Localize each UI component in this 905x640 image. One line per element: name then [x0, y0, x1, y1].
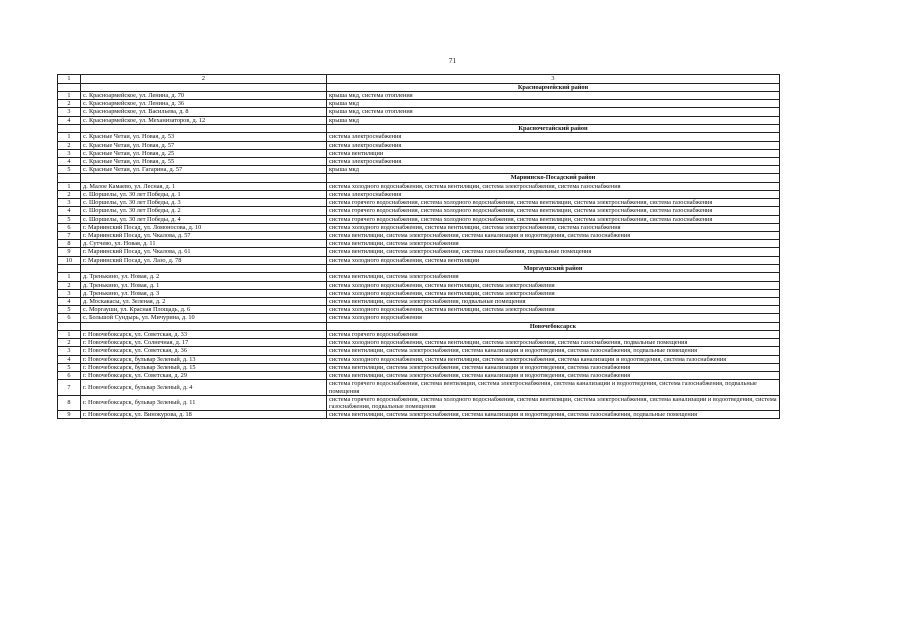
table-row — [58, 411, 780, 419]
district-empty-cell — [58, 322, 81, 331]
table-row — [58, 380, 780, 395]
address-cell: с. Большой Сундырь, ул. Мичурина, д. 10 — [81, 314, 327, 322]
row-number: 1 — [58, 133, 81, 141]
district-name: Красночетайский район — [327, 124, 780, 133]
systems-cell: система горячего водоснабжения, система холодного водоснабжения, система вентиляции, система электроснабжения, система канализации и водоотведения, система газоснабжения, подвальные помещения — [327, 395, 780, 410]
table-row — [58, 363, 780, 371]
systems-cell: система вентиляции, система электроснабжения, система канализации и водоотведения, система газоснабжения, подвальные помещения — [327, 347, 780, 355]
address-cell: с. Шоршелы, ул. 30 лет Победы, д. 4 — [81, 215, 327, 223]
table-row — [58, 191, 780, 199]
address-cell: г. Мариинский Посад, ул. Чкалова, д. 57 — [81, 232, 327, 240]
systems-cell: система холодного водоснабжения, система вентиляции, система электроснабжения — [327, 306, 780, 314]
systems-cell: система холодного водоснабжения, система вентиляции, система электроснабжения, система канализации и водоотведения, система газоснабжения — [327, 355, 780, 363]
systems-cell: система холодного водоснабжения, система вентиляции, система электроснабжения, система газоснабжения — [327, 223, 780, 231]
row-number: 9 — [58, 411, 81, 419]
systems-cell: система электроснабжения — [327, 133, 780, 141]
column-3-header: 3 — [327, 75, 780, 84]
row-number: 1 — [58, 273, 81, 281]
table-row — [58, 223, 780, 231]
row-number: 4 — [58, 355, 81, 363]
district-name: Моргаушский район — [327, 264, 780, 273]
district-header-row — [58, 264, 780, 273]
address-cell: с. Красные Четаи, ул. Новая, д. 55 — [81, 157, 327, 165]
district-header-row — [58, 322, 780, 331]
systems-cell: крыша мкд, система отопления — [327, 108, 780, 116]
systems-cell: система холодного водоснабжения, система вентиляции, система электроснабжения — [327, 289, 780, 297]
row-number: 1 — [58, 92, 81, 100]
table-row — [58, 100, 780, 108]
district-empty-cell — [58, 174, 81, 183]
row-number: 5 — [58, 166, 81, 174]
systems-cell: система холодного водоснабжения, система вентиляции, система электроснабжения, система газоснабжения, подвальные помещения — [327, 339, 780, 347]
address-cell: д. Москакасы, ул. Зеленая, д. 2 — [81, 297, 327, 305]
address-cell: с. Красноармейское, ул. Васильева, д. 8 — [81, 108, 327, 116]
table-row — [58, 108, 780, 116]
address-cell: д. Тренькино, ул. Новая, д. 1 — [81, 281, 327, 289]
address-cell: г. Новочебоксарск, ул. Солнечная, д. 17 — [81, 339, 327, 347]
row-number: 5 — [58, 363, 81, 371]
address-cell: с. Красные Четаи, ул. Гагарина, д. 57 — [81, 166, 327, 174]
row-number: 3 — [58, 199, 81, 207]
row-number: 1 — [58, 182, 81, 190]
systems-cell: система вентиляции, система электроснабжения, система газоснабжения, подвальные помещения — [327, 248, 780, 256]
address-cell: г. Новочебоксарск, бульвар Зеленый, д. 4 — [81, 380, 327, 395]
row-number: 8 — [58, 395, 81, 410]
systems-cell: крыша мкд — [327, 116, 780, 124]
address-cell: с. Красные Четаи, ул. Новая, д. 57 — [81, 141, 327, 149]
table-row — [58, 166, 780, 174]
address-cell: д. Тренькино, ул. Новая, д. 2 — [81, 273, 327, 281]
table-row — [58, 306, 780, 314]
systems-cell: система электроснабжения — [327, 141, 780, 149]
district-empty-cell — [81, 124, 327, 133]
row-number: 9 — [58, 248, 81, 256]
district-empty-cell — [81, 174, 327, 183]
table-row — [58, 232, 780, 240]
address-cell: с. Красноармейское, ул. Ленина, д. 36 — [81, 100, 327, 108]
systems-cell: крыша мкд — [327, 100, 780, 108]
district-name: Красноармейский район — [327, 83, 780, 92]
district-empty-cell — [58, 83, 81, 92]
systems-cell: крыша мкд, система отопления — [327, 92, 780, 100]
row-number: 6 — [58, 223, 81, 231]
row-number: 4 — [58, 116, 81, 124]
systems-cell: система электроснабжения — [327, 157, 780, 165]
row-number: 5 — [58, 215, 81, 223]
address-cell: с. Красноармейское, ул. Механизаторов, д. 12 — [81, 116, 327, 124]
table-row — [58, 289, 780, 297]
table-row — [58, 248, 780, 256]
address-cell: г. Новочебоксарск, бульвар Зеленый, д. 11 — [81, 395, 327, 410]
address-cell: с. Шоршелы, ул. 30 лет Победы, д. 3 — [81, 199, 327, 207]
systems-cell: система горячего водоснабжения, система вентиляции, система электроснабжения, система канализации и водоотведения, система газоснабжения, подвальные помещения — [327, 380, 780, 395]
table-row — [58, 149, 780, 157]
row-number: 2 — [58, 100, 81, 108]
table-row — [58, 199, 780, 207]
table-row — [58, 215, 780, 223]
address-cell: г. Мариинский Посад, ул. Ломоносова, д. 10 — [81, 223, 327, 231]
column-number-header-row — [58, 75, 780, 84]
address-cell: д. Сутчево, ул. Новая, д. 11 — [81, 240, 327, 248]
row-number: 3 — [58, 149, 81, 157]
row-number: 10 — [58, 256, 81, 264]
address-cell: г. Мариинский Посад, ул. Чкалова, д. 61 — [81, 248, 327, 256]
table-row — [58, 372, 780, 380]
systems-cell: система вентиляции, система электроснабжения, система канализации и водоотведения, система газоснабжения, подвальные помещения — [327, 411, 780, 419]
address-cell: г. Новочебоксарск, ул. Советская, д. 36 — [81, 347, 327, 355]
table-row — [58, 331, 780, 339]
systems-cell: система холодного водоснабжения, система вентиляции — [327, 256, 780, 264]
table-row — [58, 141, 780, 149]
address-cell: г. Новочебоксарск, ул. Винокурова, д. 18 — [81, 411, 327, 419]
row-number: 4 — [58, 207, 81, 215]
repair-registry-table — [57, 74, 780, 419]
table-row — [58, 314, 780, 322]
address-cell: г. Новочебоксарск, бульвар Зеленый, д. 13 — [81, 355, 327, 363]
systems-cell: система холодного водоснабжения — [327, 314, 780, 322]
table-row — [58, 395, 780, 410]
systems-cell: система вентиляции, система электроснабжения, система канализации и водоотведения, система газоснабжения — [327, 232, 780, 240]
address-cell: с. Красные Четаи, ул. Новая, д. 25 — [81, 149, 327, 157]
row-number: 4 — [58, 157, 81, 165]
address-cell: с. Шоршелы, ул. 30 лет Победы, д. 2 — [81, 207, 327, 215]
systems-cell: система горячего водоснабжения, система холодного водоснабжения, система вентиляции, система электроснабжения, система газоснабжения — [327, 207, 780, 215]
registry-table-body — [58, 75, 780, 419]
row-number: 3 — [58, 347, 81, 355]
row-number: 2 — [58, 191, 81, 199]
address-cell: г. Мариинский Посад, ул. Лазо, д. 78 — [81, 256, 327, 264]
systems-cell: система вентиляции, система электроснабжения, система канализации и водоотведения, система газоснабжения — [327, 363, 780, 371]
row-number: 6 — [58, 314, 81, 322]
address-cell: г. Новочебоксарск, ул. Советская, д. 29 — [81, 372, 327, 380]
table-row — [58, 240, 780, 248]
table-row — [58, 355, 780, 363]
row-number: 4 — [58, 297, 81, 305]
row-number: 5 — [58, 306, 81, 314]
table-row — [58, 347, 780, 355]
district-name: Новочебоксарск — [327, 322, 780, 331]
table-row — [58, 339, 780, 347]
systems-cell: система электроснабжения — [327, 191, 780, 199]
address-cell: с. Моргауши, ул. Красная Площадь, д. 6 — [81, 306, 327, 314]
systems-cell: система вентиляции — [327, 149, 780, 157]
district-header-row — [58, 174, 780, 183]
column-2-header: 2 — [81, 75, 327, 84]
table-row — [58, 256, 780, 264]
systems-cell: система холодного водоснабжения, система вентиляции, система электроснабжения, система газоснабжения — [327, 182, 780, 190]
table-row — [58, 207, 780, 215]
row-number: 3 — [58, 289, 81, 297]
row-number: 6 — [58, 372, 81, 380]
systems-cell: система вентиляции, система электроснабжения, подвальные помещения — [327, 297, 780, 305]
table-row — [58, 297, 780, 305]
district-empty-cell — [58, 124, 81, 133]
address-cell: с. Шоршелы, ул. 30 лет Победы, д. 1 — [81, 191, 327, 199]
district-header-row — [58, 124, 780, 133]
row-number: 3 — [58, 108, 81, 116]
district-empty-cell — [81, 83, 327, 92]
systems-cell: система горячего водоснабжения, система холодного водоснабжения, система вентиляции, система электроснабжения, система газоснабжения — [327, 199, 780, 207]
row-number: 2 — [58, 339, 81, 347]
address-cell: с. Красные Четаи, ул. Новая, д. 53 — [81, 133, 327, 141]
table-row — [58, 281, 780, 289]
column-1-header: 1 — [58, 75, 81, 84]
table-row — [58, 182, 780, 190]
address-cell: с. Красноармейское, ул. Ленина, д. 70 — [81, 92, 327, 100]
district-name: Мариинско-Посадский район — [327, 174, 780, 183]
row-number: 2 — [58, 281, 81, 289]
table-row — [58, 92, 780, 100]
table-row — [58, 133, 780, 141]
systems-cell: система холодного водоснабжения, система вентиляции, система электроснабжения — [327, 281, 780, 289]
page-number: 71 — [448, 56, 457, 65]
row-number: 1 — [58, 331, 81, 339]
systems-cell: система вентиляции, система электроснабжения — [327, 273, 780, 281]
district-empty-cell — [81, 322, 327, 331]
table-row — [58, 157, 780, 165]
row-number: 2 — [58, 141, 81, 149]
systems-cell: крыша мкд — [327, 166, 780, 174]
address-cell: д. Малое Камаево, ул. Лесная, д. 1 — [81, 182, 327, 190]
address-cell: г. Новочебоксарск, бульвар Зеленый, д. 15 — [81, 363, 327, 371]
systems-cell: система вентиляции, система электроснабжения — [327, 240, 780, 248]
district-empty-cell — [81, 264, 327, 273]
district-empty-cell — [58, 264, 81, 273]
district-header-row — [58, 83, 780, 92]
systems-cell: система вентиляции, система электроснабжения, система канализации и водоотведения, система газоснабжения — [327, 372, 780, 380]
table-row — [58, 273, 780, 281]
table-row — [58, 116, 780, 124]
row-number: 8 — [58, 240, 81, 248]
address-cell: д. Тренькино, ул. Новая, д. 3 — [81, 289, 327, 297]
row-number: 7 — [58, 232, 81, 240]
row-number: 7 — [58, 380, 81, 395]
systems-cell: система горячего водоснабжения, система холодного водоснабжения, система вентиляции, система электроснабжения, система газоснабжения — [327, 215, 780, 223]
address-cell: г. Новочебоксарск, ул. Советская, д. 33 — [81, 331, 327, 339]
systems-cell: система горячего водоснабжения — [327, 331, 780, 339]
